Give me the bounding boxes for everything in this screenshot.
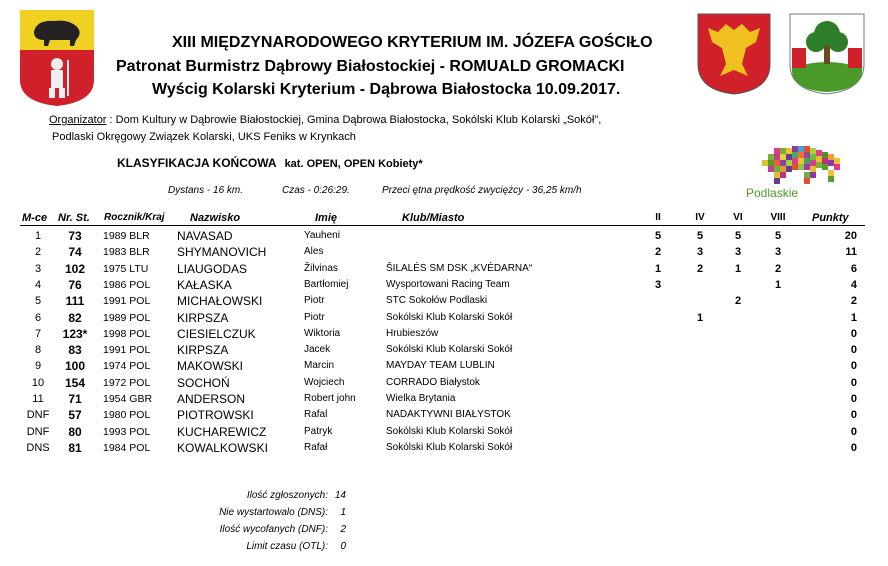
title-line-3: Wyścig Kolarski Kryterium - Dąbrowa Białostocka 10.09.2017. [152, 81, 621, 98]
eagle-coat-of-arms [696, 12, 772, 96]
cell-imie: Žilvinas [304, 262, 338, 274]
cell-pkt: 0 [850, 393, 857, 405]
table-row [0, 342, 888, 358]
cell-rok: 1991 POL [103, 295, 151, 308]
podlaskie-bison-pixel-icon [740, 142, 858, 188]
table-row [0, 391, 888, 407]
table-row [0, 358, 888, 374]
cell-poz: 8 [34, 344, 42, 357]
cell-pkt: 0 [850, 441, 857, 454]
cell-p4: 1 [696, 311, 704, 324]
cell-imie: Rafal [304, 409, 328, 421]
cell-naz: CIESIELCZUK [177, 326, 256, 341]
col-header-surname: Nazwisko [190, 212, 241, 224]
summary-label: Nie wystartowalo (DNS): [219, 507, 328, 518]
cell-klub: Wielka Brytania [386, 393, 456, 404]
cell-nr: 83 [68, 343, 82, 358]
cell-naz: SHYMANOVICH [177, 245, 267, 260]
cell-naz: PIOTROWSKI [177, 408, 254, 423]
race-distance: Dystans - 16 km. [168, 185, 244, 196]
table-row [0, 407, 888, 423]
cell-rok: 1975 LTU [103, 262, 149, 275]
left-coat-of-arms [20, 10, 94, 106]
table-row [0, 244, 888, 260]
summary-label: Limit czasu (OTL): [246, 541, 328, 552]
cell-poz: 7 [34, 327, 42, 340]
cell-klub: Sokólski Klub Kolarski Sokół [386, 441, 513, 453]
cell-klub: ŠILALĖS SM DSK „KVĖDARNA“ [386, 262, 533, 274]
cell-nr: 73 [68, 229, 82, 243]
cell-pkt: 1 [850, 311, 857, 324]
cell-nr: 76 [68, 277, 82, 292]
cell-naz: KUCHAREWICZ [177, 424, 267, 439]
cell-naz: LIAUGODAS [177, 261, 248, 276]
podlaskie-logo [740, 142, 858, 206]
tree-coat-of-arms [788, 12, 866, 96]
cell-rok: 1972 POL [103, 376, 151, 389]
col-header-year-country: Rocznik/Kraj [104, 212, 165, 223]
cell-poz: 2 [34, 246, 42, 259]
cell-p2: 1 [654, 262, 662, 275]
cell-imie: Ales [304, 246, 324, 258]
organizer-line-2: Podlaski Okręgowy Związek Kolarski, UKS Feniks w Krynkach [52, 131, 356, 143]
organizer-label: Organizator [49, 114, 107, 126]
cell-poz: 9 [34, 360, 42, 373]
summary-value: 2 [340, 524, 346, 535]
cell-pkt: 6 [850, 262, 857, 275]
cell-klub: Hrubieszów [386, 327, 439, 339]
cell-poz: DNF [26, 409, 50, 422]
cell-naz: MICHAŁOWSKI [177, 294, 263, 309]
cell-rok: 1980 POL [103, 409, 151, 422]
classification-title: KLASYFIKACJA KOŃCOWA [117, 156, 277, 170]
cell-klub: NADAKTYWNI BIAŁYSTOK [386, 409, 511, 421]
cell-nr: 154 [64, 375, 86, 390]
cell-imie: Wojciech [304, 376, 345, 388]
cell-poz: 6 [34, 311, 42, 324]
col-header-start-number: Nr. St. [58, 212, 90, 224]
cell-pkt: 11 [845, 246, 857, 259]
cell-poz: DNS [26, 441, 50, 454]
cell-naz: ANDERSON [177, 392, 246, 406]
cell-naz: KOWALKOWSKI [177, 440, 268, 455]
col-header-lap-6: VI [733, 212, 743, 223]
cell-imie: Piotr [304, 295, 325, 307]
cell-naz: KIRPSZA [177, 343, 229, 358]
cell-klub: Sokólski Klub Kolarski Sokół [386, 344, 513, 356]
cell-p6: 1 [734, 262, 742, 275]
cell-nr: 100 [64, 359, 86, 374]
cell-naz: KIRPSZA [177, 310, 229, 325]
col-header-place: M-ce [22, 212, 48, 224]
summary-label: Ilość zgłoszonych: [246, 490, 328, 501]
cell-nr: 102 [64, 261, 86, 276]
table-row [0, 424, 888, 440]
cell-imie: Piotr [304, 311, 325, 323]
cell-p4: 2 [696, 262, 704, 275]
col-header-lap-4: IV [695, 212, 705, 223]
cell-p2: 2 [654, 246, 662, 259]
summary-value: 0 [340, 541, 346, 552]
cell-rok: 1974 POL [103, 360, 151, 373]
cell-poz: 10 [31, 376, 45, 389]
table-row [0, 277, 888, 293]
cell-naz: SOCHOŃ [177, 375, 230, 390]
col-header-points: Punkty [812, 212, 849, 224]
cell-pkt: 0 [850, 344, 857, 357]
classification-heading [117, 156, 423, 170]
cell-pkt: 0 [850, 425, 857, 438]
cell-pkt: 0 [850, 376, 857, 389]
cell-p8: 2 [774, 262, 782, 275]
cell-nr: 81 [68, 440, 82, 455]
cell-pkt: 4 [850, 278, 857, 291]
cell-p6: 5 [734, 230, 742, 242]
cell-nr: 123* [62, 326, 88, 341]
cell-p6: 2 [734, 295, 742, 308]
table-row [0, 375, 888, 391]
cell-rok: 1993 POL [103, 425, 151, 438]
cell-naz: NAVASAD [177, 229, 233, 243]
summary-label: Ilość wycofanych (DNF): [219, 524, 328, 535]
cell-naz: MAKOWSKI [177, 359, 244, 374]
cell-p4: 5 [696, 230, 704, 242]
table-row [0, 310, 888, 326]
cell-nr: 71 [68, 392, 82, 406]
cell-rok: 1998 POL [103, 327, 151, 340]
col-header-first-name: Imię [315, 212, 338, 224]
cell-imie: Patryk [304, 425, 333, 437]
cell-pkt: 0 [850, 327, 857, 340]
cell-p8: 3 [774, 246, 782, 259]
table-row [0, 228, 888, 244]
cell-p6: 3 [734, 246, 742, 259]
table-row [0, 261, 888, 277]
cell-rok: 1986 POL [103, 278, 151, 291]
table-row [0, 293, 888, 309]
cell-imie: Bartłomiej [304, 278, 349, 290]
race-winner-speed: Przeci ętna prędkość zwyciężcy - 36,25 km/h [382, 185, 582, 196]
summary-value: 1 [340, 507, 346, 518]
cell-rok: 1991 POL [103, 344, 151, 357]
cell-klub: MAYDAY TEAM LUBLIN [386, 360, 495, 372]
title-line-2: Patronat Burmistrz Dąbrowy Białostockiej - ROMUALD GROMACKI [116, 58, 625, 75]
cell-poz: 5 [34, 295, 42, 308]
cell-imie: Jacek [304, 344, 331, 356]
cell-klub: STC Sokołów Podlaski [386, 295, 488, 307]
organizer-line-1 [49, 114, 601, 126]
cell-klub: Wysportowani Racing Team [386, 278, 510, 290]
cell-rok: 1954 GBR [103, 393, 153, 405]
cell-p2: 3 [654, 278, 662, 291]
cell-poz: 11 [32, 393, 44, 405]
col-header-lap-8: VIII [770, 212, 786, 223]
cell-imie: Marcin [304, 360, 335, 372]
col-header-lap-2: II [655, 212, 661, 223]
summary-value: 14 [334, 490, 346, 501]
cell-p2: 5 [654, 230, 662, 242]
cell-nr: 82 [68, 310, 82, 325]
cell-imie: Yauheni [304, 230, 340, 241]
classification-category: kat. OPEN, OPEN Kobiety* [284, 158, 423, 170]
table-row [0, 440, 888, 456]
cell-imie: Robert john [304, 393, 356, 404]
cell-pkt: 0 [850, 409, 857, 422]
cell-klub: Sokólski Klub Kolarski Sokół [386, 425, 513, 437]
cell-pkt: 0 [850, 360, 857, 373]
table-row [0, 326, 888, 342]
title-line-1: XIII MIĘDZYNARODOWEGO KRYTERIUM IM. JÓZEFA GOŚCIŁO [172, 34, 653, 51]
header-divider [20, 225, 865, 226]
cell-poz: 3 [34, 262, 42, 275]
cell-rok: 1983 BLR [103, 246, 150, 259]
cell-imie: Rafał [304, 441, 328, 453]
cell-rok: 1989 BLR [103, 230, 150, 242]
cell-nr: 74 [68, 245, 82, 260]
cell-rok: 1984 POL [103, 441, 151, 454]
cell-klub: CORRADO Białystok [386, 376, 480, 388]
cell-pkt: 2 [850, 295, 857, 308]
cell-poz: DNF [26, 425, 50, 438]
cell-p4: 3 [696, 246, 704, 259]
race-time: Czas - 0:26:29. [282, 185, 350, 196]
cell-nr: 57 [68, 408, 82, 423]
cell-rok: 1989 POL [103, 311, 151, 324]
cell-poz: 1 [34, 230, 42, 242]
cell-naz: KAŁASKA [177, 277, 232, 292]
cell-nr: 80 [68, 424, 82, 439]
cell-pkt: 20 [844, 230, 857, 242]
cell-poz: 4 [34, 278, 42, 291]
cell-nr: 111 [65, 294, 85, 309]
podlaskie-logo-text: Podlaskie [746, 186, 799, 200]
organizer-text-1: : Dom Kultury w Dąbrowie Białostockiej, Gmina Dąbrowa Białostocka, Sokólski Klub Kolarski „Sokół", [106, 114, 602, 126]
cell-klub: Sokólski Klub Kolarski Sokół [386, 311, 513, 323]
cell-imie: Wiktoria [304, 327, 341, 339]
cell-p8: 5 [774, 230, 782, 242]
cell-p8: 1 [774, 278, 782, 291]
col-header-club: Klub/Miasto [402, 212, 465, 224]
